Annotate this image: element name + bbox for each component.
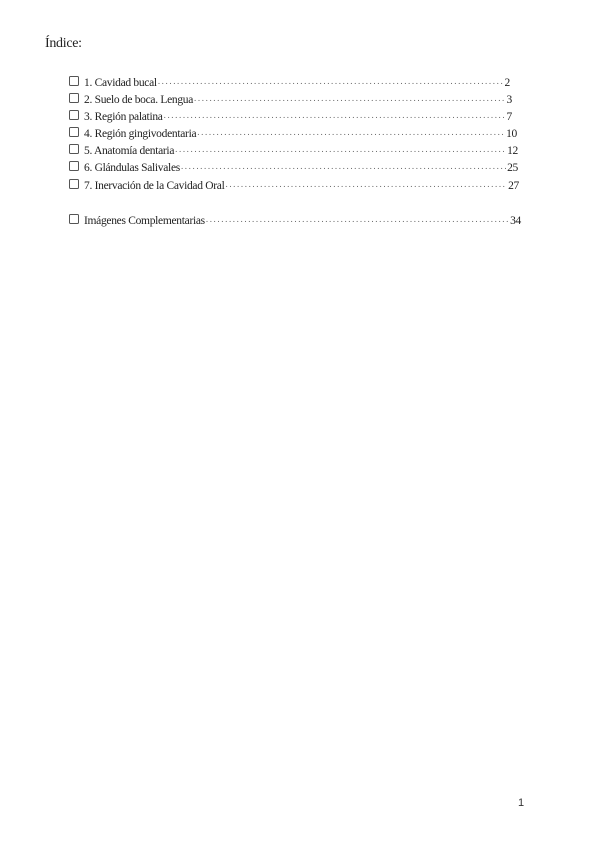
toc-entry-page: 12 xyxy=(507,145,518,157)
index-title: Índice: xyxy=(45,36,82,51)
checkbox-icon[interactable] xyxy=(69,127,79,137)
toc-entry-label: 3. Región palatina xyxy=(84,111,163,123)
toc-entry-page: 10 xyxy=(506,128,517,140)
toc-entry-page: 7 xyxy=(506,111,512,123)
toc-entry-label: 4. Región gingivodentaria xyxy=(84,128,197,140)
checkbox-icon[interactable] xyxy=(69,110,79,120)
toc-entry[interactable] xyxy=(69,72,510,89)
dot-leader xyxy=(164,110,506,120)
toc-entry[interactable] xyxy=(69,157,518,174)
toc-entry[interactable] xyxy=(69,140,518,157)
checkbox-icon[interactable] xyxy=(69,93,79,103)
dot-leader xyxy=(194,93,506,103)
toc-entry[interactable] xyxy=(69,175,519,192)
toc-entry-label: Imágenes Complementarias xyxy=(84,215,205,227)
toc-entry-extra[interactable] xyxy=(69,210,521,227)
toc-entry[interactable] xyxy=(69,106,512,123)
checkbox-icon[interactable] xyxy=(69,161,79,171)
toc-entry-label: 1. Cavidad bucal xyxy=(84,77,157,89)
toc-entry-label: 2. Suelo de boca. Lengua xyxy=(84,94,194,106)
dot-leader xyxy=(225,179,507,189)
checkbox-icon[interactable] xyxy=(69,214,79,224)
dot-leader xyxy=(175,144,506,154)
toc-entry-page: 3 xyxy=(506,94,512,106)
checkbox-icon[interactable] xyxy=(69,179,79,189)
toc-entry[interactable] xyxy=(69,123,517,140)
toc-entry[interactable] xyxy=(69,89,512,106)
toc-entry-label: 7. Inervación de la Cavidad Oral xyxy=(84,180,225,192)
toc-entry-page: 34 xyxy=(510,215,521,227)
checkbox-icon[interactable] xyxy=(69,144,79,154)
toc-entry-page: 2 xyxy=(504,77,510,89)
toc-entry-page: 27 xyxy=(508,180,519,192)
toc-entry-label: 5. Anatomía dentaria xyxy=(84,145,175,157)
dot-leader xyxy=(181,161,506,171)
toc-entry-label: 6. Glándulas Salivales xyxy=(84,162,180,174)
page-number: 1 xyxy=(518,797,525,809)
dot-leader xyxy=(197,127,505,137)
checkbox-icon[interactable] xyxy=(69,76,79,86)
dot-leader xyxy=(158,76,504,86)
toc-entry-page: 25 xyxy=(507,162,518,174)
dot-leader xyxy=(206,214,509,224)
